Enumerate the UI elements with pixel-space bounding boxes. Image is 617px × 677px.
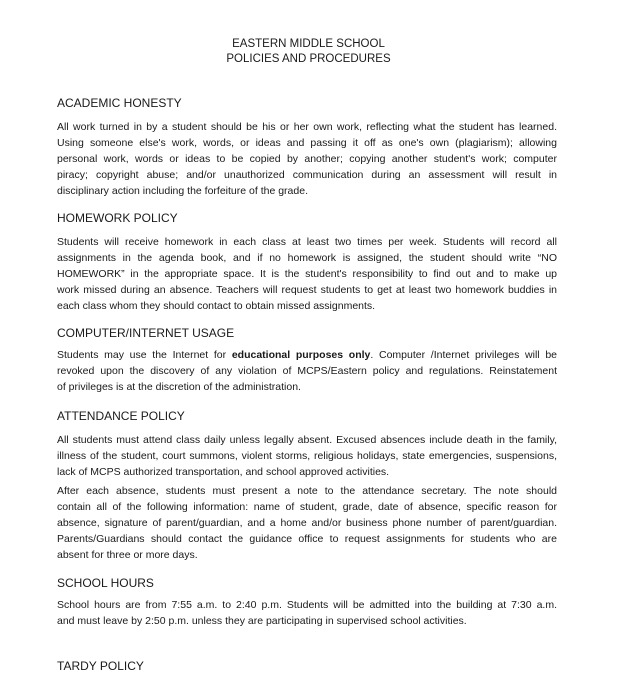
paragraph-line: of privileges is at the discretion of the administration.	[57, 381, 301, 393]
paragraph-line: After each absence, students must present a note to the attendance secretary. The note should	[57, 485, 557, 497]
paragraph-line: HOMEWORK” in the appropriate space. It is the student's responsibility to find out and to make up	[57, 268, 557, 280]
paragraph-line: Parents/Guardians should contact the guidance office to request assignments for students who are	[57, 533, 557, 545]
section-paragraph	[57, 597, 557, 629]
paragraph-line: personal work, words or ideas to be copied by another; copying another student's work; computer	[57, 153, 557, 165]
paragraph-line: All work turned in by a student should be his or her own work, reflecting what the student has learned.	[57, 121, 557, 133]
section-paragraph	[57, 483, 557, 563]
paragraph-line: illness of the student, court summons, violent storms, religious holidays, state emergencies, suspensions,	[57, 450, 557, 462]
paragraph-line: work missed during an absence. Teachers will request students to get at least two homework buddies in	[57, 284, 557, 296]
paragraph-line: Students will receive homework in each class at least two times per week. Students will record all	[57, 236, 557, 248]
emphasis-text: educational purposes only	[231, 349, 371, 361]
paragraph-line: disciplinary action including the forfeiture of the grade.	[57, 185, 308, 197]
paragraph-line: contain all of the following information: name of student, grade, date of absence, specific reason for	[57, 501, 557, 513]
paragraph-line: each class whom they should contact to obtain missed assignments.	[57, 300, 376, 312]
section-paragraph	[57, 234, 557, 314]
section-paragraph	[57, 432, 557, 480]
section-paragraph	[57, 347, 557, 395]
section-paragraph	[57, 119, 557, 199]
paragraph-line: absent for three or more days.	[57, 549, 198, 561]
section-heading: COMPUTER/INTERNET USAGE	[57, 326, 235, 340]
document-subtitle: POLICIES AND PROCEDURES	[226, 53, 391, 65]
paragraph-line: School hours are from 7:55 a.m. to 2:40 p.m. Students will be admitted into the building at 7:30 a.m.	[57, 599, 557, 611]
document-title: EASTERN MIDDLE SCHOOL	[232, 38, 385, 50]
paragraph-line: lack of MCPS authorized transportation, and school approved activities.	[57, 466, 390, 478]
paragraph-line: and must leave by 2:50 p.m. unless they are participating in supervised school activities.	[57, 615, 467, 627]
paragraph-line: piracy; copyright abuse; and/or unauthorized communication during an assessment will result in	[57, 169, 557, 181]
section-heading: HOMEWORK POLICY	[57, 211, 178, 225]
section-heading: TARDY POLICY	[57, 659, 144, 673]
section-heading: ACADEMIC HONESTY	[57, 96, 182, 110]
paragraph-line	[57, 347, 557, 363]
paragraph-line: Using someone else's work, words, or ideas and passing it off as one's own (plagiarism); allowing	[57, 137, 557, 149]
paragraph-line: assignments in the agenda book, and if no homework is assigned, the student should write “NO	[57, 252, 557, 264]
text-segment: . Computer /Internet privileges will be	[370, 349, 557, 361]
text-segment: Students may use the Internet for	[57, 349, 232, 361]
paragraph-line: absence, signature of parent/guardian, and a home and/or business phone number of parent/guardian.	[57, 517, 557, 529]
paragraph-line: revoked upon the discovery of any violation of MCPS/Eastern policy and regulations. Reinstatement	[57, 365, 557, 377]
section-heading: ATTENDANCE POLICY	[57, 409, 185, 423]
paragraph-line: All students must attend class daily unless legally absent. Excused absences include death in the family,	[57, 434, 557, 446]
section-heading: SCHOOL HOURS	[57, 576, 154, 590]
